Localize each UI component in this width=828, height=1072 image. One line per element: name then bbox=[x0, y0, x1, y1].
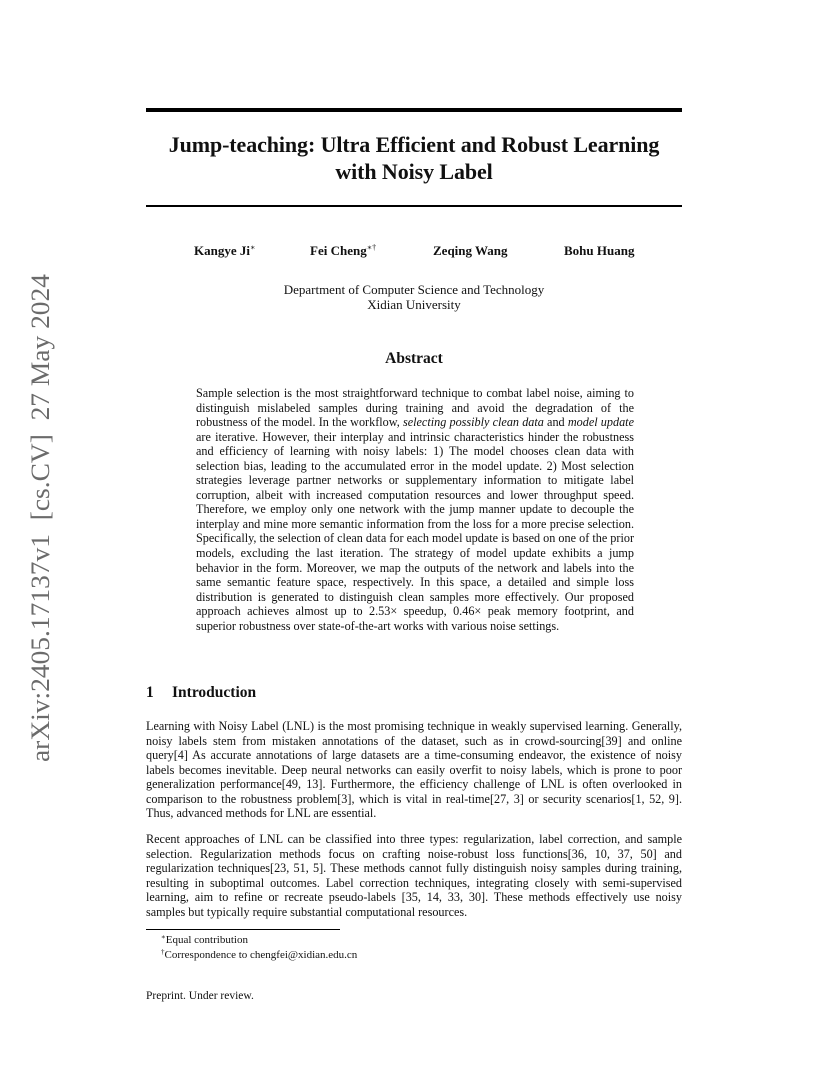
section-heading-introduction bbox=[146, 684, 682, 702]
footnote-equal-contribution bbox=[161, 934, 248, 947]
abstract-body bbox=[196, 386, 634, 633]
title-line-2: with Noisy Label bbox=[335, 159, 493, 184]
abstract-text: Sample selection is the most straightforward technique to combat label noise, aiming to distinguish mislabeled samples during training and avoid the degradation of the robustness of the model. In the workflow, bbox=[196, 386, 634, 430]
title-top-rule bbox=[146, 108, 682, 112]
author-kangye-ji bbox=[194, 243, 255, 259]
intro-paragraph-1: Learning with Noisy Label (LNL) is the most promising technique in weakly supervised learning. Generally, noisy labels stem from mistaken annotations of the dataset, such as in crowd-sourcing[39] and online query[4] As accurate annotations of large datasets are a time-consuming endeavor, the existence of noisy labels becomes inevitable. Deep neural networks can easily overfit to noisy labels, which is prone to poor generalization performance[49, 13]. Furthermore, the efficiency challenge of LNL is often overlooked in comparison to the robustness problem[3], which is vital in real-time[27, 3] or security scenarios[1, 52, 9]. Thus, advanced methods for LNL are essential. bbox=[146, 719, 682, 821]
affiliation-university: Xidian University bbox=[367, 297, 461, 312]
affiliation bbox=[146, 282, 682, 312]
author-mark: ∗† bbox=[366, 243, 377, 252]
abstract-emphasis: model update bbox=[567, 415, 634, 430]
abstract-text: are iterative. However, their interplay and intrinsic characteristics hinder the robustness and efficiency of learning with noisy labels: 1) The model chooses clean data with selection bias, leading to the accumulated error in the model update. 2) Most selection strategies leverage partner networks or supplementary information to mitigate label corruption, albeit with increased computation resources and lower throughput speed. Therefore, we employ only one network with the jump manner update to decouple the interplay and mine more semantic information from the loss for a more precise selection. Specifically, the selection of clean data for each model update is based on one of the prior models, excluding the last iteration. The strategy of model update exhibits a jump behavior in the form. Moreover, we map the outputs of the network and labels into the same semantic feature space, respectively. In this space, a detailed and simple loss distribution is generated to distinguish clean samples more effectively. Our proposed approach achieves almost up to 2.53× speedup, 0.46× peak memory footprint, and superior robustness over state-of-the-art works with various noise settings. bbox=[196, 429, 634, 633]
footnote-text: Equal contribution bbox=[165, 934, 248, 946]
footnote-mark: † bbox=[161, 948, 165, 956]
author-name: Zeqing Wang bbox=[433, 243, 508, 258]
author-zeqing-wang bbox=[433, 243, 508, 259]
author-name: Bohu Huang bbox=[564, 243, 635, 258]
author-mark: ∗ bbox=[249, 243, 256, 252]
author-bohu-huang bbox=[564, 243, 634, 259]
arxiv-identifier bbox=[22, 272, 56, 762]
author-fei-cheng bbox=[310, 243, 376, 259]
abstract-text: and bbox=[543, 415, 568, 430]
author-list bbox=[146, 243, 682, 261]
arxiv-identifier-text: arXiv:2405.17137v1 [cs.CV] 27 May 2024 bbox=[26, 299, 55, 762]
author-name: Fei Cheng bbox=[310, 243, 367, 258]
intro-paragraph-2: Recent approaches of LNL can be classified into three types: regularization, label correction, and sample selection. Regularization methods focus on crafting noise-robust loss functions[36, 10, 37, 50] and regularization techniques[23, 51, 5]. These methods cannot fully distinguish noisy samples during training, resulting in suboptimal outcomes. Label correction techniques, integrating closely with semi-supervised learning, aim to refine or recreate pseudo-labels [35, 14, 33, 30]. These methods effectively use noisy samples but typically require substantial computational resources. bbox=[146, 832, 682, 919]
abstract-emphasis: selecting possibly clean data bbox=[402, 415, 544, 430]
title-line-1: Jump-teaching: Ultra Efficient and Robust Learning bbox=[168, 132, 660, 157]
footnote-text: Correspondence to chengfei@xidian.edu.cn bbox=[164, 949, 358, 961]
abstract-heading: Abstract bbox=[385, 350, 443, 367]
affiliation-department: Department of Computer Science and Technology bbox=[283, 282, 545, 297]
preprint-notice: Preprint. Under review. bbox=[146, 990, 254, 1002]
footnote-correspondence bbox=[161, 949, 357, 962]
title-bottom-rule bbox=[146, 205, 682, 207]
paper-title bbox=[146, 131, 682, 185]
footnote-rule bbox=[146, 929, 340, 930]
section-number: 1 bbox=[146, 684, 154, 701]
author-name: Kangye Ji bbox=[194, 243, 250, 258]
footnote-mark: ∗ bbox=[161, 933, 166, 941]
section-title: Introduction bbox=[172, 684, 257, 701]
